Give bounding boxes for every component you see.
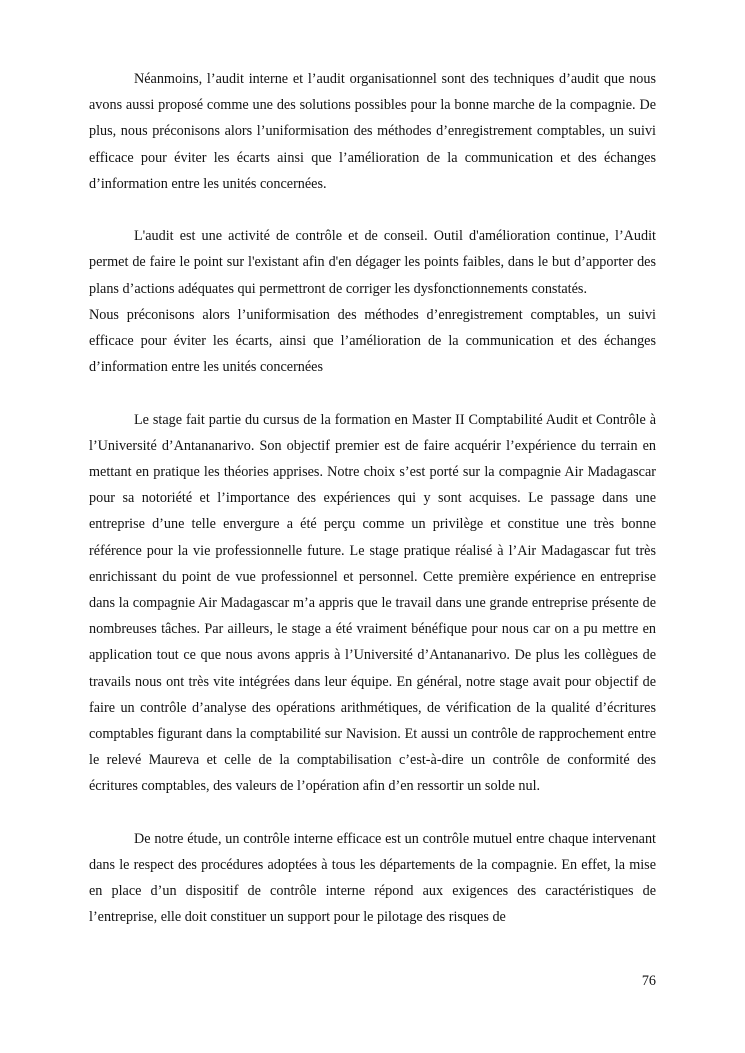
- page-number: 76: [641, 973, 656, 989]
- paragraph-spacer: [89, 380, 656, 406]
- paragraph-spacer: [89, 800, 656, 826]
- paragraph-spacer: [89, 197, 656, 223]
- paragraph-audit-interne: Néanmoins, l’audit interne et l’audit organisationnel sont des techniques d’audit que nous avons aussi proposé comme une des solutions possibles pour la bonne marche de la compagnie. De plus, nous préconisons alors l’uniformisation des méthodes d’enregistrement comptables, un suivi efficace pour éviter les écarts ainsi que l’amélioration de la communication et des échanges d’information entre les unités concernées.: [89, 71, 656, 192]
- paragraph-controle-interne: De notre étude, un contrôle interne efficace est un contrôle mutuel entre chaque intervenant dans le respect des procédures adoptées à tous les départements de la compagnie. En effet, la mise en place d’un dispositif de contrôle interne répond aux exigences des caractéristiques de l’entreprise, elle doit constituer un support pour le pilotage des risques de: [89, 830, 656, 926]
- paragraph-preconisations: Nous préconisons alors l’uniformisation des méthodes d’enregistrement comptables, un suivi efficace pour éviter les écarts, ainsi que l’amélioration de la communication et des échanges d’information entre les unités concernées: [89, 306, 656, 376]
- paragraph-audit-definition: L'audit est une activité de contrôle et de conseil. Outil d'amélioration continue, l’Audit permet de faire le point sur l'existant afin d'en dégager les points faibles, dans le but d’apporter des plans d’actions adéquates qui permettront de corriger les dysfonctionnements constatés.: [89, 228, 656, 297]
- document-body: [89, 66, 656, 931]
- paragraph-stage: Le stage fait partie du cursus de la formation en Master II Comptabilité Audit et Contrôle à l’Université d’Antananarivo. Son objectif premier est de faire acquérir l’expérience du terrain en mettant en pratique les théories apprises. Notre choix s’est porté sur la compagnie Air Madagascar pour sa notoriété et l’importance des expériences qui y sont acquises. Le passage dans une entreprise d’une telle envergure a été perçu comme un privilège et constitue une très bonne référence pour la vie professionnelle future. Le stage pratique réalisé à l’Air Madagascar fut très enrichissant du point de vue professionnel et personnel. Cette première expérience en entreprise dans la compagnie Air Madagascar m’a appris que le travail dans une grande entreprise présente de nombreuses tâches. Par ailleurs, le stage a été vraiment bénéfique pour nous car on a pu mettre en application tout ce que nous avons appris à l’Université d’Antananarivo. De plus les collègues de travails nous ont très vite intégrées dans leur équipe. En général, notre stage avait pour objectif de faire un contrôle d’analyse des opérations arithmétiques, de vérification de la qualité d’écritures comptables figurant dans la comptabilité sur Navision. Et aussi un contrôle de rapprochement entre le relevé Maureva et celle de la comptabilisation c’est-à-dire un contrôle de conformité des écritures comptables, des valeurs de l’opération afin d’en ressortir un solde nul.: [89, 411, 656, 795]
